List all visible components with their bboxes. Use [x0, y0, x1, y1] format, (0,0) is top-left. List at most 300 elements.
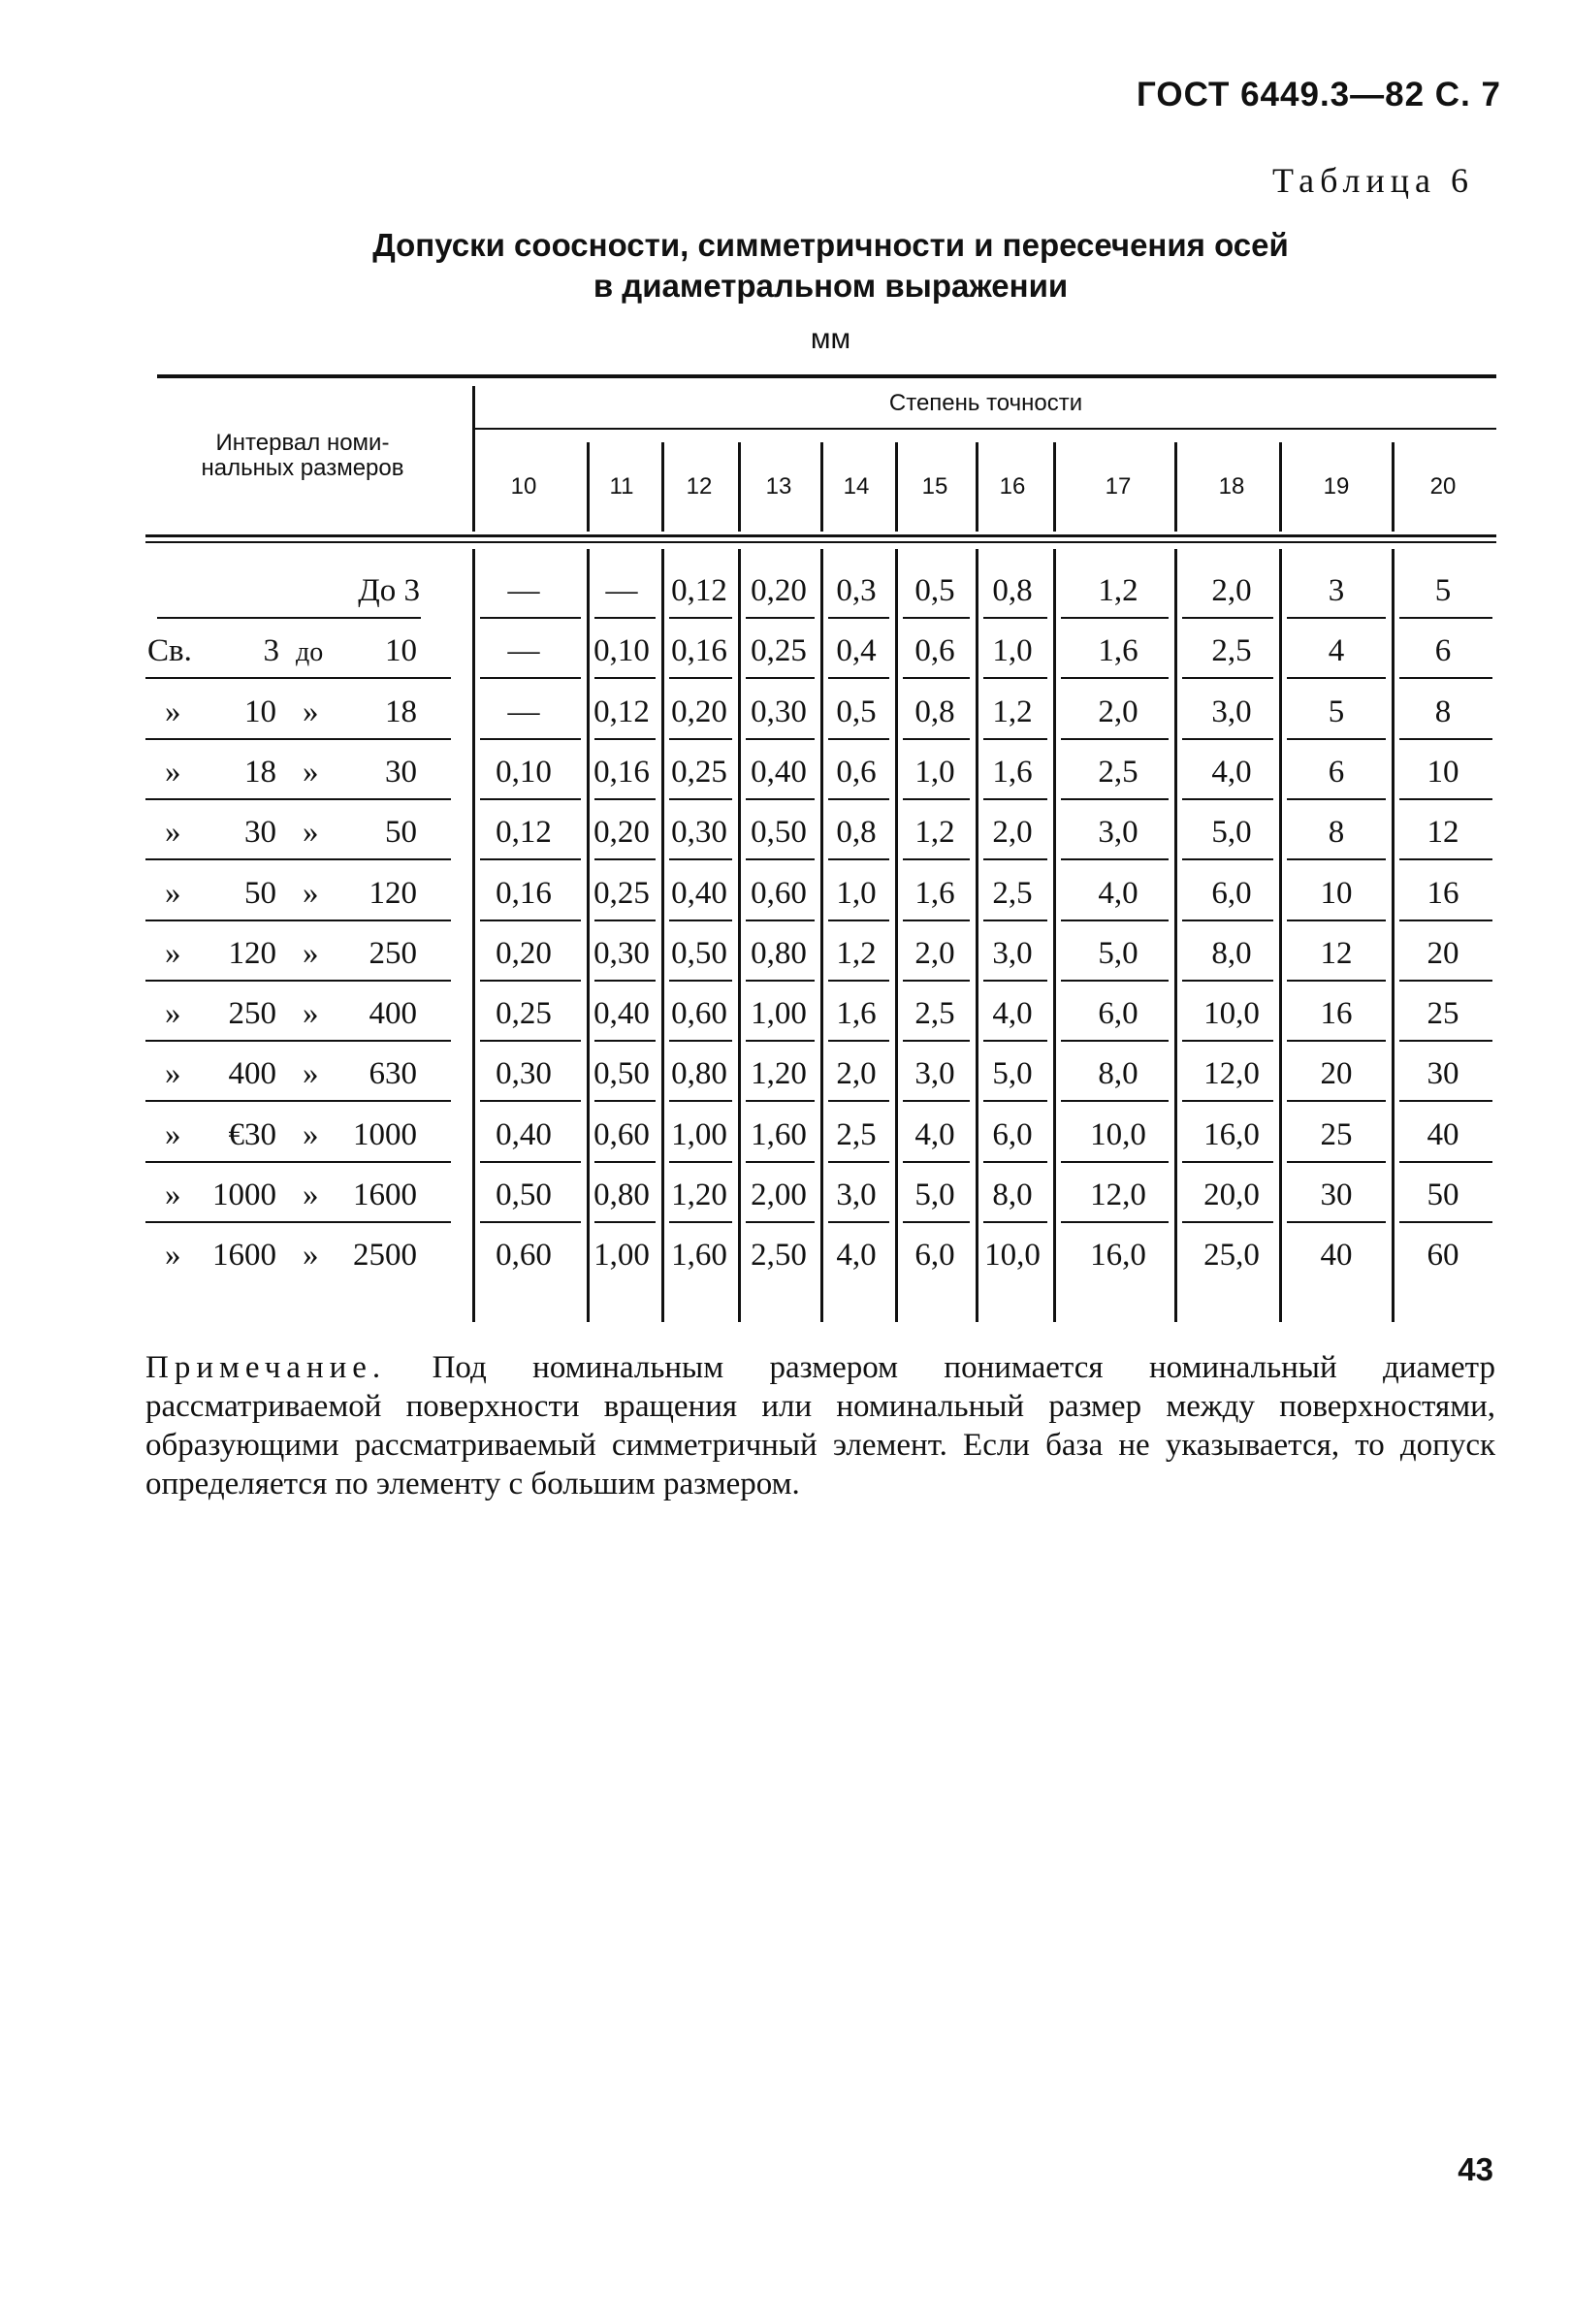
cell-rule	[1182, 677, 1273, 679]
cell-rule	[594, 798, 656, 800]
table-cell-value: 4,0	[914, 1117, 955, 1152]
table-cell-value: 0,40	[496, 1117, 552, 1152]
column-header-13: 13	[765, 473, 792, 500]
table-cell-value: 16	[1427, 876, 1459, 911]
row-rule	[145, 798, 451, 800]
column-divider	[1053, 442, 1056, 532]
table-cell	[593, 1238, 650, 1274]
table-cell-value: 0,50	[496, 1178, 552, 1212]
table-cell	[1434, 694, 1452, 730]
table-cell	[1427, 755, 1459, 791]
column-divider	[661, 549, 664, 1322]
table-cell-value: 0,25	[593, 876, 650, 911]
cell-rule	[903, 1221, 970, 1223]
cell-rule	[1061, 1040, 1169, 1042]
table-cell-value: 1,20	[751, 1056, 807, 1091]
cell-rule	[828, 1100, 889, 1102]
row-label-to-word: »	[303, 815, 319, 850]
table-cell-value: 0,40	[593, 996, 650, 1031]
table-cell	[914, 694, 955, 730]
table-title-line1: Допуски соосности, симметричности и пересечения осей	[372, 227, 1289, 263]
cell-rule	[1061, 1221, 1169, 1223]
table-cell-value: 0,6	[914, 633, 955, 668]
table-cell	[1320, 1178, 1353, 1213]
row-label-from: 1600	[212, 1238, 276, 1273]
column-header-20: 20	[1429, 473, 1457, 500]
table-cell-value: 1,00	[593, 1238, 650, 1273]
table-cell	[507, 633, 540, 669]
table-cell	[751, 1238, 807, 1274]
table-cell-value: 0,12	[496, 815, 552, 850]
table-cell-value: 40	[1320, 1238, 1353, 1273]
table-cell-value: 0,6	[836, 755, 877, 790]
cell-rule	[480, 798, 581, 800]
cell-rule	[480, 1221, 581, 1223]
table-cell-value: 12	[1427, 815, 1459, 850]
table-cell	[992, 694, 1033, 730]
table-cell-value: 4	[1328, 633, 1345, 668]
row-label-from: 250	[228, 996, 276, 1031]
column-divider	[976, 442, 978, 532]
row-label-to-word: »	[303, 694, 319, 729]
table-cell	[1427, 1178, 1459, 1213]
table-cell	[671, 633, 727, 669]
cell-rule	[480, 858, 581, 860]
group-header: Степень точности	[888, 390, 1083, 416]
column-divider	[895, 442, 898, 532]
row-label-prefix: »	[165, 1117, 181, 1152]
table-cell	[1098, 694, 1138, 730]
column-divider	[472, 549, 475, 1322]
table-cell	[836, 633, 877, 669]
table-cell	[605, 573, 638, 609]
table-cell	[1320, 936, 1353, 972]
note	[145, 1348, 1495, 1503]
table-cell	[1211, 876, 1252, 912]
table-cell	[992, 1178, 1033, 1213]
cell-rule	[828, 980, 889, 982]
cell-rule	[669, 920, 732, 921]
table-cell	[1203, 1238, 1260, 1274]
cell-rule	[746, 920, 815, 921]
table-cell-value: 5,0	[1211, 815, 1252, 850]
column-header-11: 11	[609, 473, 634, 500]
cell-rule	[983, 858, 1047, 860]
cell-rule	[594, 1100, 656, 1102]
table-cell-value: 0,80	[751, 936, 807, 971]
table-cell	[593, 815, 650, 851]
cell-rule	[669, 677, 732, 679]
cell-rule	[669, 1161, 732, 1163]
row-label-prefix: »	[165, 1178, 181, 1212]
table-cell-value: 0,60	[751, 876, 807, 911]
table-cell-value: 4,0	[1098, 876, 1138, 911]
table-cell-value: 0,40	[751, 755, 807, 790]
table-cell	[1427, 815, 1459, 851]
table-cell-value: 0,30	[671, 815, 727, 850]
table-cell-value: 2,5	[914, 996, 955, 1031]
table-cell-value: 12,0	[1203, 1056, 1260, 1091]
cell-rule	[480, 1161, 581, 1163]
table-cell-value: 25,0	[1203, 1238, 1260, 1273]
table-cell	[1427, 876, 1459, 912]
table-cell	[1211, 815, 1252, 851]
cell-rule	[828, 1161, 889, 1163]
table-cell-value: 2,5	[992, 876, 1033, 911]
table-cell-value: 10,0	[1203, 996, 1260, 1031]
cell-rule	[1061, 1161, 1169, 1163]
column-header-15: 15	[921, 473, 948, 500]
table-cell	[992, 755, 1033, 791]
table-cell-value: 2,5	[1211, 633, 1252, 668]
table-cell-value: 8,0	[1211, 936, 1252, 971]
table-cell-value: 6,0	[914, 1238, 955, 1273]
table-cell	[496, 876, 552, 912]
table-cell-value: 30	[1320, 1178, 1353, 1212]
table-cell-value: 0,30	[496, 1056, 552, 1091]
row-rule	[145, 1100, 451, 1102]
table-cell-value: 16,0	[1090, 1238, 1146, 1273]
table-cell	[1320, 1117, 1353, 1153]
table-cell-value: 0,30	[751, 694, 807, 729]
table-cell	[751, 1117, 807, 1153]
column-divider	[661, 442, 664, 532]
cell-rule	[1287, 1100, 1386, 1102]
cell-rule	[1287, 1040, 1386, 1042]
column-divider	[587, 442, 590, 532]
table-cell	[1203, 996, 1260, 1032]
cell-rule	[669, 738, 732, 740]
cell-rule	[828, 738, 889, 740]
cell-rule	[1182, 920, 1273, 921]
column-header-19: 19	[1323, 473, 1350, 500]
row-label-to: 250	[369, 936, 417, 971]
table-cell	[914, 573, 955, 609]
table-cell	[1211, 936, 1252, 972]
table-cell-value: 0,25	[496, 996, 552, 1031]
table-cell	[914, 1238, 955, 1274]
table-cell	[1320, 996, 1353, 1032]
table-cell-value: 1,6	[914, 876, 955, 911]
table-cell-value: 8	[1434, 694, 1452, 729]
table-cell	[836, 815, 877, 851]
table-cell-value: —	[507, 633, 540, 668]
table-cell	[751, 694, 807, 730]
page-number: 43	[1458, 2151, 1493, 2187]
row-label-from: 3	[263, 633, 279, 668]
table-cell	[914, 1117, 955, 1153]
table-cell-value: 2,50	[751, 1238, 807, 1273]
cell-rule	[903, 738, 970, 740]
table-cell	[914, 755, 955, 791]
cell-rule	[1399, 1100, 1492, 1102]
table-cell	[671, 1238, 727, 1274]
cell-rule	[594, 920, 656, 921]
table-cell-value: 0,16	[671, 633, 727, 668]
cell-rule	[983, 798, 1047, 800]
table-cell-value: 4,0	[1211, 755, 1252, 790]
table-cell-value: 0,8	[992, 573, 1033, 608]
cell-rule	[594, 980, 656, 982]
table-cell	[671, 573, 727, 609]
cell-rule	[1182, 1040, 1273, 1042]
cell-rule	[1399, 617, 1492, 619]
row-label-from: 120	[228, 936, 276, 971]
row-rule	[145, 677, 451, 679]
table-cell	[1427, 1117, 1459, 1153]
table-cell	[836, 1178, 877, 1213]
table-cell	[1090, 1117, 1146, 1153]
cell-rule	[1287, 738, 1386, 740]
table-cell	[1203, 1056, 1260, 1092]
row-label-prefix: »	[165, 815, 181, 850]
cell-rule	[1182, 1161, 1273, 1163]
cell-rule	[669, 858, 732, 860]
table-cell-value: 8,0	[992, 1178, 1033, 1212]
table-cell	[671, 1117, 727, 1153]
column-divider	[472, 386, 475, 532]
row-label-prefix: »	[165, 1056, 181, 1091]
column-divider	[1279, 442, 1282, 532]
table-cell	[1211, 755, 1252, 791]
table-cell-value: 6,0	[1211, 876, 1252, 911]
table-cell-value: 0,20	[751, 573, 807, 608]
cell-rule	[480, 920, 581, 921]
table-cell	[593, 936, 650, 972]
table-label: Таблица 6	[1272, 161, 1474, 200]
column-divider	[1174, 549, 1177, 1322]
cell-rule	[983, 980, 1047, 982]
cell-rule	[746, 980, 815, 982]
cell-rule	[983, 1040, 1047, 1042]
cell-rule	[1061, 858, 1169, 860]
table-cell	[1211, 633, 1252, 669]
cell-rule	[1399, 1221, 1492, 1223]
cell-rule	[594, 677, 656, 679]
table-cell-value: 20	[1427, 936, 1459, 971]
interval-header-line2: нальных размеров	[201, 455, 404, 481]
row-rule	[145, 738, 451, 740]
table-cell	[671, 996, 727, 1032]
row-label-to: 630	[369, 1056, 417, 1091]
column-divider	[976, 549, 978, 1322]
table-cell	[1211, 573, 1252, 609]
table-cell	[1098, 1056, 1138, 1092]
table-cell	[751, 573, 807, 609]
row-label-prefix: »	[165, 755, 181, 790]
table-cell	[496, 815, 552, 851]
row-label-to-word: до	[296, 637, 324, 667]
row-label-to-word: »	[303, 755, 319, 790]
table-cell-value: 1,0	[836, 876, 877, 911]
row-label-prefix: Св.	[147, 633, 192, 668]
cell-rule	[903, 858, 970, 860]
table-cell	[751, 815, 807, 851]
table-cell-value: 0,20	[496, 936, 552, 971]
table-cell-value: 2,0	[1098, 694, 1138, 729]
row-rule	[145, 1040, 451, 1042]
row-label-to: 400	[369, 996, 417, 1031]
table-cell-value: 10,0	[984, 1238, 1041, 1273]
cell-rule	[746, 798, 815, 800]
table-cell	[1427, 1056, 1459, 1092]
table-cell	[992, 815, 1033, 851]
table-cell	[914, 815, 955, 851]
table-cell-value: —	[605, 573, 638, 608]
table-cell-value: 0,80	[671, 1056, 727, 1091]
table-cell-value: —	[507, 573, 540, 608]
table-cell	[1098, 755, 1138, 791]
column-divider	[738, 549, 741, 1322]
table-title	[0, 225, 1571, 307]
table-cell-value: 30	[1427, 1056, 1459, 1091]
cell-rule	[669, 617, 732, 619]
table-cell	[751, 755, 807, 791]
header-bottom-rule-2	[145, 541, 1496, 543]
cell-rule	[983, 617, 1047, 619]
cell-rule	[983, 920, 1047, 921]
row-label-from: €30	[228, 1117, 276, 1152]
table-cell-value: 4,0	[992, 996, 1033, 1031]
table-cell	[507, 694, 540, 730]
cell-rule	[594, 738, 656, 740]
table-cell-value: 10	[1427, 755, 1459, 790]
table-cell	[671, 815, 727, 851]
table-cell	[1098, 633, 1138, 669]
cell-rule	[983, 738, 1047, 740]
cell-rule	[594, 617, 656, 619]
row-label-to-word: »	[303, 1056, 319, 1091]
table-cell	[671, 694, 727, 730]
cell-rule	[1182, 617, 1273, 619]
cell-rule	[669, 1100, 732, 1102]
row-label-to-word: »	[303, 1178, 319, 1212]
cell-rule	[669, 798, 732, 800]
cell-rule	[1399, 677, 1492, 679]
table-cell-value: 1,2	[1098, 573, 1138, 608]
table-cell-value: 1,6	[836, 996, 877, 1031]
table-cell	[751, 1178, 807, 1213]
table-cell-value: 3,0	[992, 936, 1033, 971]
table-cell	[914, 1178, 955, 1213]
table-cell	[751, 1056, 807, 1092]
table-cell	[496, 755, 552, 791]
table-cell	[496, 936, 552, 972]
table-cell	[1320, 876, 1353, 912]
table-cell	[496, 1117, 552, 1153]
table-cell-value: 0,4	[836, 633, 877, 668]
table-cell	[1203, 1178, 1260, 1213]
cell-rule	[903, 980, 970, 982]
table-cell-value: 16	[1320, 996, 1353, 1031]
cell-rule	[983, 677, 1047, 679]
table-cell-value: 5,0	[1098, 936, 1138, 971]
cell-rule	[1287, 677, 1386, 679]
table-cell-value: 0,60	[496, 1238, 552, 1273]
table-cell	[992, 876, 1033, 912]
row-label-to: 120	[369, 876, 417, 911]
column-header-12: 12	[686, 473, 713, 500]
table-cell	[751, 876, 807, 912]
cell-rule	[746, 858, 815, 860]
cell-rule	[1182, 858, 1273, 860]
table-cell-value: 1,6	[1098, 633, 1138, 668]
table-cell	[496, 1178, 552, 1213]
table-cell	[593, 755, 650, 791]
cell-rule	[669, 1040, 732, 1042]
cell-rule	[1182, 980, 1273, 982]
column-divider	[738, 442, 741, 532]
cell-rule	[903, 1100, 970, 1102]
cell-rule	[1287, 1221, 1386, 1223]
row-label-to: 10	[385, 633, 417, 668]
cell-rule	[1061, 1100, 1169, 1102]
cell-rule	[983, 1221, 1047, 1223]
table-top-rule	[157, 374, 1496, 378]
table-cell-value: 0,10	[496, 755, 552, 790]
row-rule	[145, 920, 451, 921]
cell-rule	[903, 798, 970, 800]
cell-rule	[1287, 980, 1386, 982]
table-cell-value: 1,60	[751, 1117, 807, 1152]
table-cell-value: 6	[1434, 633, 1452, 668]
cell-rule	[746, 1221, 815, 1223]
table-cell-value: 0,50	[593, 1056, 650, 1091]
column-divider	[1392, 442, 1395, 532]
table-cell	[914, 996, 955, 1032]
table-cell	[1427, 1238, 1459, 1274]
table-cell-value: 3,0	[1211, 694, 1252, 729]
table-cell	[914, 876, 955, 912]
column-divider	[1392, 549, 1395, 1322]
table-cell	[593, 633, 650, 669]
cell-rule	[480, 980, 581, 982]
table-cell-value: 16,0	[1203, 1117, 1260, 1152]
table-cell	[984, 1238, 1041, 1274]
cell-rule	[746, 617, 815, 619]
table-cell-value: 3,0	[1098, 815, 1138, 850]
table-cell-value: 0,16	[496, 876, 552, 911]
table-cell-value: 1,0	[914, 755, 955, 790]
row-rule	[145, 858, 451, 860]
table-cell-value: 2,00	[751, 1178, 807, 1212]
table-cell	[1090, 1238, 1146, 1274]
table-cell	[671, 936, 727, 972]
column-divider	[820, 549, 823, 1322]
table-cell	[1211, 694, 1252, 730]
cell-rule	[480, 1100, 581, 1102]
table-cell	[1098, 815, 1138, 851]
cell-rule	[903, 1040, 970, 1042]
cell-rule	[983, 1161, 1047, 1163]
table-cell	[751, 633, 807, 669]
cell-rule	[1399, 798, 1492, 800]
table-cell	[671, 876, 727, 912]
table-cell	[836, 755, 877, 791]
table-cell-value: 1,60	[671, 1238, 727, 1273]
table-cell	[751, 936, 807, 972]
table-cell-value: 6	[1328, 755, 1345, 790]
column-divider	[1279, 549, 1282, 1322]
table-cell-value: 2,5	[1098, 755, 1138, 790]
table-cell	[593, 1117, 650, 1153]
table-cell-value: 3,0	[836, 1178, 877, 1212]
table-cell-value: 0,60	[593, 1117, 650, 1152]
table-cell	[992, 573, 1033, 609]
cell-rule	[828, 920, 889, 921]
table-cell	[836, 1117, 877, 1153]
row-rule	[157, 617, 421, 619]
